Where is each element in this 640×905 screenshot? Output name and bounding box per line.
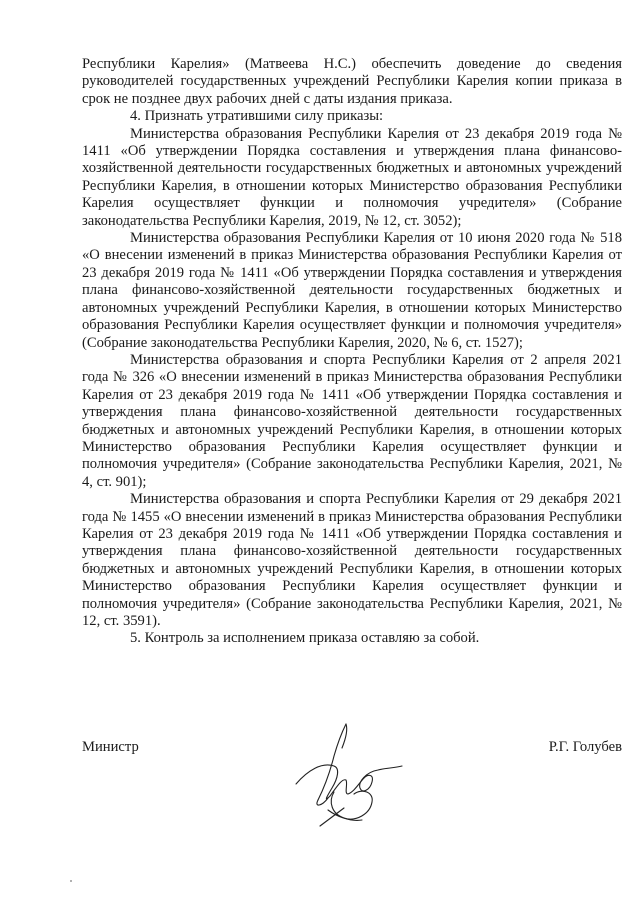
paragraph-order-518: Министерства образования Республики Карелия от 10 июня 2020 года № 518 «О внесении изменений в приказ Министерства образования Республики Карелия от 23 декабря 2019 года № 1411 «Об утверждении Порядка составления и утверждения плана финансово-хозяйственной деятельности государственных бюджетных и автономных учреждений Республики Карелия, в отношении которых Министерство образования Республики Карелия осуществляет функции и полномочия учредителя» (Собрание законодательства Республики Карелия, 2020, № 6, ст. 1527); — [82, 230, 622, 351]
scan-speck — [70, 880, 72, 882]
paragraph-item-5: 5. Контроль за исполнением приказа оставляю за собой. — [130, 630, 480, 647]
signatory-position: Министр — [82, 739, 139, 755]
signatory-name: Р.Г. Голубев — [548, 739, 622, 755]
handwritten-signature-icon — [288, 722, 408, 832]
paragraph-order-1455: Министерства образования и спорта Республики Карелия от 29 декабря 2021 года № 1455 «О внесении изменений в приказ Министерства образования Республики Карелия от 23 декабря 2019 года № 1411 «Об утверждении Порядка составления и утверждения плана финансово-хозяйственной деятельности государственных бюджетных и автономных учреждений Республики Карелия, в отношении которых Министерство образования Республики Карелия осуществляет функции и полномочия учредителя» (Собрание законодательства Республики Карелия, 2021, № 12, ст. 3591). — [82, 491, 622, 629]
paragraph-order-1411: Министерства образования Республики Карелия от 23 декабря 2019 года № 1411 «Об утверждении Порядка составления и утверждения плана финансово-хозяйственной деятельности государственных бюджетных и автономных учреждений Республики Карелия, в отношении которых Министерство образования Республики Карелия осуществляет функции и полномочия учредителя» (Собрание законодательства Республики Карелия, 2019, № 12, ст. 3052); — [82, 125, 622, 229]
paragraph-order-326: Министерства образования и спорта Республики Карелия от 2 апреля 2021 года № 326 «О внесении изменений в приказ Министерства образования Республики Карелия от 23 декабря 2019 года № 1411 «Об утверждении Порядка составления и утверждения плана финансово-хозяйственной деятельности государственных бюджетных и автономных учреждений Республики Карелия, в отношении которых Министерство образования Республики Карелия осуществляет функции и полномочия учредителя» (Собрание законодательства Республики Карелия, 2021, № 4, ст. 901); — [82, 351, 622, 490]
document-body — [82, 56, 622, 648]
paragraph-item-4: 4. Признать утратившими силу приказы: — [130, 108, 384, 125]
paragraph-continuation: Республики Карелия» (Матвеева Н.С.) обеспечить доведение до сведения руководителей государственных учреждений Республики Карелия копии приказа в срок не позднее двух рабочих дней с даты издания приказа. — [82, 56, 622, 107]
